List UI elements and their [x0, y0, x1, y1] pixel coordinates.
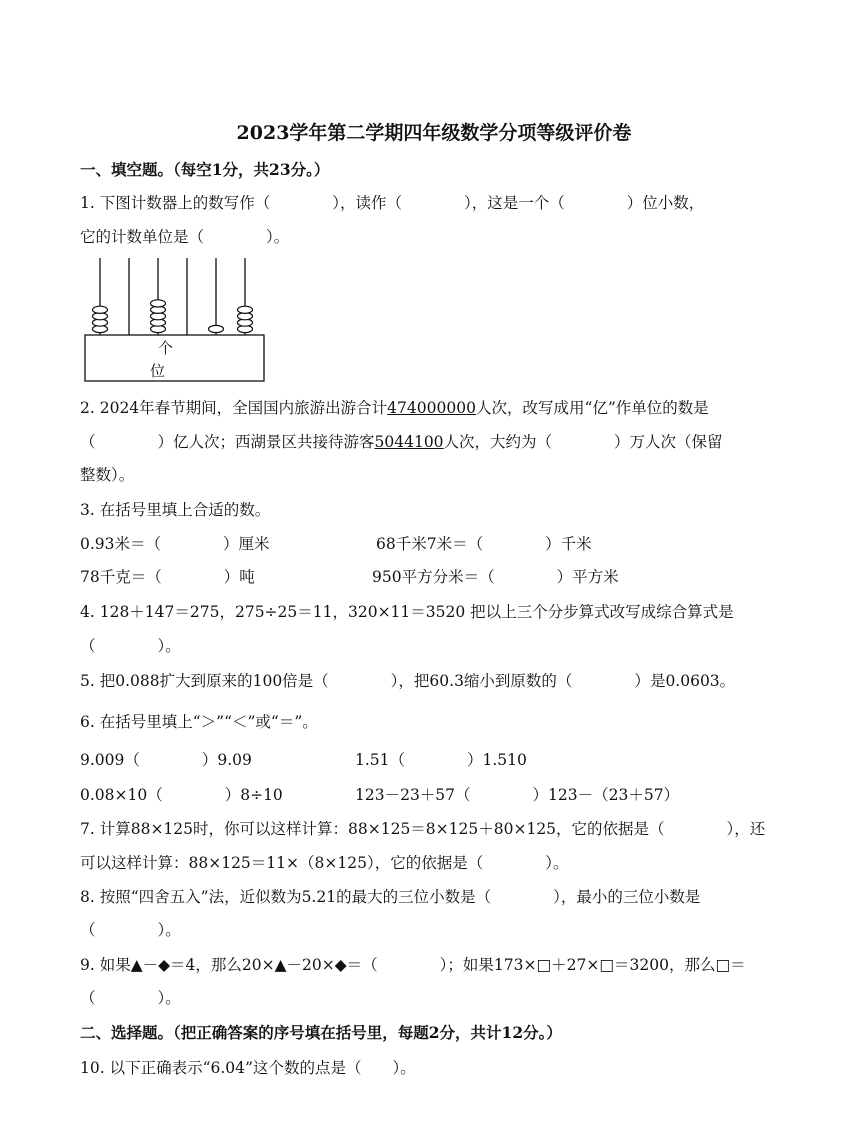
abacus-bead — [151, 300, 166, 307]
question-6-item-c: 0.08×10（ ）8÷10 — [80, 786, 283, 804]
question-9-line-1: 9. 如果▲－◆＝4，那么20×▲－20×◆＝（ ）；如果173×□＋27×□＝3200，那么□＝ — [80, 956, 746, 974]
question-2-line-2: （ ）亿人次；西湖景区共接待游客5044100人次，大约为（ ）万人次（保留 — [80, 433, 723, 451]
question-1-line-2: 它的计数单位是（ ）。 — [80, 228, 290, 246]
question-2-line-1: 2. 2024年春节期间，全国国内旅游出游合计474000000人次，改写成用“亿”作单位的数是 — [80, 399, 709, 417]
abacus-counter-diagram — [84, 258, 266, 382]
question-9-line-2: （ ）。 — [80, 989, 181, 1007]
question-2-line-3: 整数）。 — [80, 466, 135, 484]
question-5: 5. 把0.088扩大到原来的100倍是（ ），把60.3缩小到原数的（ ）是0.0603。 — [80, 672, 736, 690]
abacus-bead — [238, 306, 253, 313]
question-6-item-b: 1.51（ ）1.510 — [355, 751, 527, 769]
question-1-line-1: 1. 下图计数器上的数写作（ ），读作（ ），这是一个（ ）位小数， — [80, 194, 705, 212]
abacus-bead — [209, 325, 224, 332]
question-8-line-2: （ ）。 — [80, 921, 181, 939]
question-3-item-d: 950平方分米＝（ ）平方米 — [372, 568, 619, 586]
question-6-item-d: 123－23＋57（ ）123－（23＋57） — [355, 786, 680, 804]
question-7-line-1: 7. 计算88×125时，你可以这样计算：88×125＝8×125＋80×125，它的依据是（ ），还 — [80, 820, 766, 838]
question-4-line-1: 4. 128＋147＝275，275÷25＝11，320×11＝3520 把以上三个分步算式改写成综合算式是 — [80, 603, 734, 621]
question-6-item-a: 9.009（ ）9.09 — [80, 751, 252, 769]
question-7-line-2: 可以这样计算：88×125＝11×（8×125），它的依据是（ ）。 — [80, 854, 569, 872]
section-heading-fill-in: 一、填空题。（每空1分，共23分。） — [80, 160, 330, 179]
abacus-bead — [93, 306, 108, 313]
question-3-item-a: 0.93米＝（ ）厘米 — [80, 535, 270, 553]
question-3-item-b: 68千米7米＝（ ）千米 — [376, 535, 592, 553]
question-10: 10. 以下正确表示“6.04”这个数的点是（ ）。 — [80, 1059, 416, 1077]
abacus-label-ge: 个 — [158, 339, 174, 357]
question-4-line-2: （ ）。 — [80, 637, 181, 655]
question-6-prompt: 6. 在括号里填上“＞”“＜”或“＝”。 — [80, 713, 318, 731]
question-3-item-c: 78千克＝（ ）吨 — [80, 568, 255, 586]
section-heading-multiple-choice: 二、选择题。（把正确答案的序号填在括号里，每题2分，共计12分。） — [80, 1023, 562, 1042]
question-8-line-1: 8. 按照“四舍五入”法，近似数为5.21的最大的三位小数是（ ），最小的三位小数是 — [80, 888, 701, 906]
page-title: 2023学年第二学期四年级数学分项等级评价卷 — [236, 122, 632, 144]
question-3-prompt: 3. 在括号里填上合适的数。 — [80, 501, 271, 519]
abacus-label-wei: 位 — [150, 362, 166, 380]
